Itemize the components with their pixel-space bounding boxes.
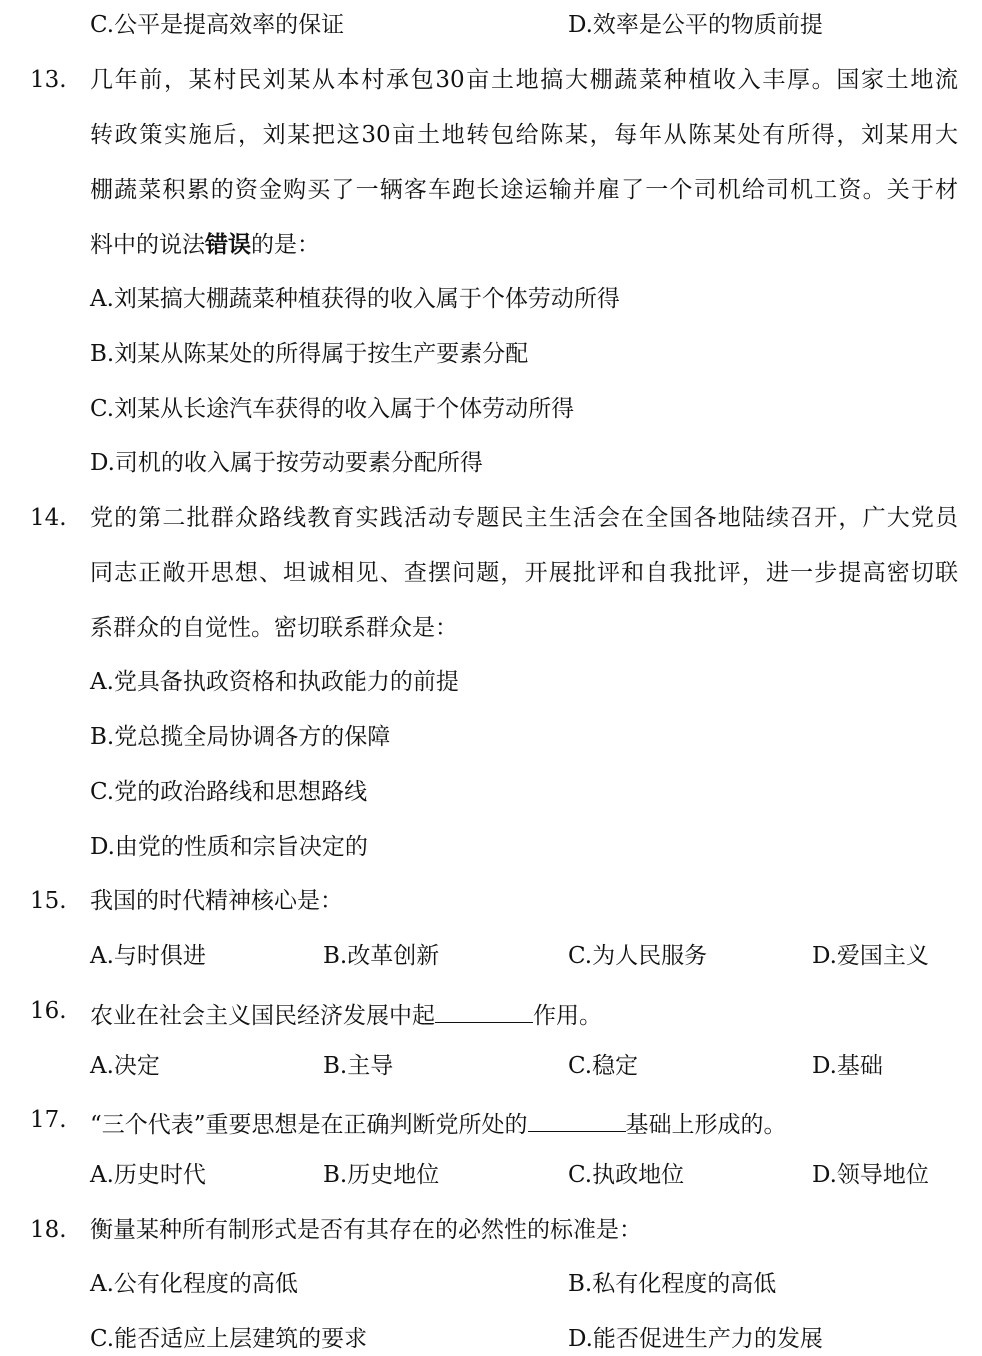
q14-stem-line-1: 党的第二批群众路线教育实践活动专题民主生活会在全国各地陆续召开，广大党员 <box>90 505 958 531</box>
q13-stem-line-4 <box>90 233 320 257</box>
q12-option-d: D.效率是公平的物质前提 <box>568 12 823 38</box>
q14-number: 14. <box>30 505 67 531</box>
q13-option-d: D.司机的收入属于按劳动要素分配所得 <box>90 450 483 476</box>
q12-option-c: C.公平是提高效率的保证 <box>90 12 345 38</box>
q13-option-c: C.刘某从长途汽车获得的收入属于个体劳动所得 <box>90 396 575 422</box>
q18-option-d: D.能否促进生产力的发展 <box>568 1326 823 1352</box>
q16-option-a: A.决定 <box>90 1053 160 1079</box>
q13-number: 13. <box>30 67 67 93</box>
q17-stem <box>90 1109 787 1137</box>
q18-number: 18. <box>30 1217 67 1243</box>
q15-option-c: C.为人民服务 <box>568 943 708 969</box>
q18-option-c: C.能否适应上层建筑的要求 <box>90 1326 368 1352</box>
q17-stem-pre: “三个代表”重要思想是在正确判断党所处的 <box>90 1112 528 1138</box>
q17-option-a: A.历史时代 <box>90 1162 206 1188</box>
q14-option-c: C.党的政治路线和思想路线 <box>90 779 368 805</box>
q17-answer-blank <box>528 1109 626 1132</box>
q13-stem-line-3: 棚蔬菜积累的资金购买了一辆客车跑长途运输并雇了一个司机给司机工资。关于材 <box>90 177 958 203</box>
q16-option-d: D.基础 <box>812 1053 883 1079</box>
q16-stem-post: 作用。 <box>533 1003 602 1029</box>
q16-option-c: C.稳定 <box>568 1053 639 1079</box>
q18-stem: 衡量某种所有制形式是否有其存在的必然性的标准是： <box>90 1217 642 1243</box>
q17-option-d: D.领导地位 <box>812 1162 929 1188</box>
q15-number: 15. <box>30 888 67 914</box>
q14-stem-line-2: 同志正敞开思想、坦诚相见、查摆问题，开展批评和自我批评，进一步提高密切联 <box>90 560 958 586</box>
q16-stem <box>90 1000 602 1028</box>
q17-option-c: C.执政地位 <box>568 1162 685 1188</box>
q15-option-d: D.爱国主义 <box>812 943 929 969</box>
q17-option-b: B.历史地位 <box>323 1162 440 1188</box>
q16-option-b: B.主导 <box>323 1053 394 1079</box>
q16-number: 16. <box>30 998 67 1024</box>
q18-option-b: B.私有化程度的高低 <box>568 1271 777 1297</box>
q16-stem-pre: 农业在社会主义国民经济发展中起 <box>90 1003 435 1029</box>
q15-stem: 我国的时代精神核心是： <box>90 888 343 914</box>
q13-stem-line-4-pre: 料中的说法 <box>90 232 205 258</box>
q13-option-b: B.刘某从陈某处的所得属于按生产要素分配 <box>90 341 529 367</box>
q14-option-a: A.党具备执政资格和执政能力的前提 <box>90 669 459 695</box>
q14-option-d: D.由党的性质和宗旨决定的 <box>90 834 368 860</box>
q13-stem-line-4-post: 的是： <box>251 232 320 258</box>
q17-stem-post: 基础上形成的。 <box>625 1112 787 1138</box>
q15-option-b: B.改革创新 <box>323 943 440 969</box>
q13-stem-line-2: 转政策实施后，刘某把这30亩土地转包给陈某，每年从陈某处有所得，刘某用大 <box>90 122 958 148</box>
q16-answer-blank <box>435 1000 533 1023</box>
q15-option-a: A.与时俱进 <box>90 943 206 969</box>
q13-emphasis-wrong: 错误 <box>205 231 251 258</box>
q17-number: 17. <box>30 1107 67 1133</box>
q14-option-b: B.党总揽全局协调各方的保障 <box>90 724 391 750</box>
q18-option-a: A.公有化程度的高低 <box>90 1271 298 1297</box>
q13-stem-line-1: 几年前，某村民刘某从本村承包30亩土地搞大棚蔬菜种植收入丰厚。国家土地流 <box>90 67 958 93</box>
q14-stem-line-3: 系群众的自觉性。密切联系群众是： <box>90 615 458 641</box>
q13-option-a: A.刘某搞大棚蔬菜种植获得的收入属于个体劳动所得 <box>90 286 620 312</box>
